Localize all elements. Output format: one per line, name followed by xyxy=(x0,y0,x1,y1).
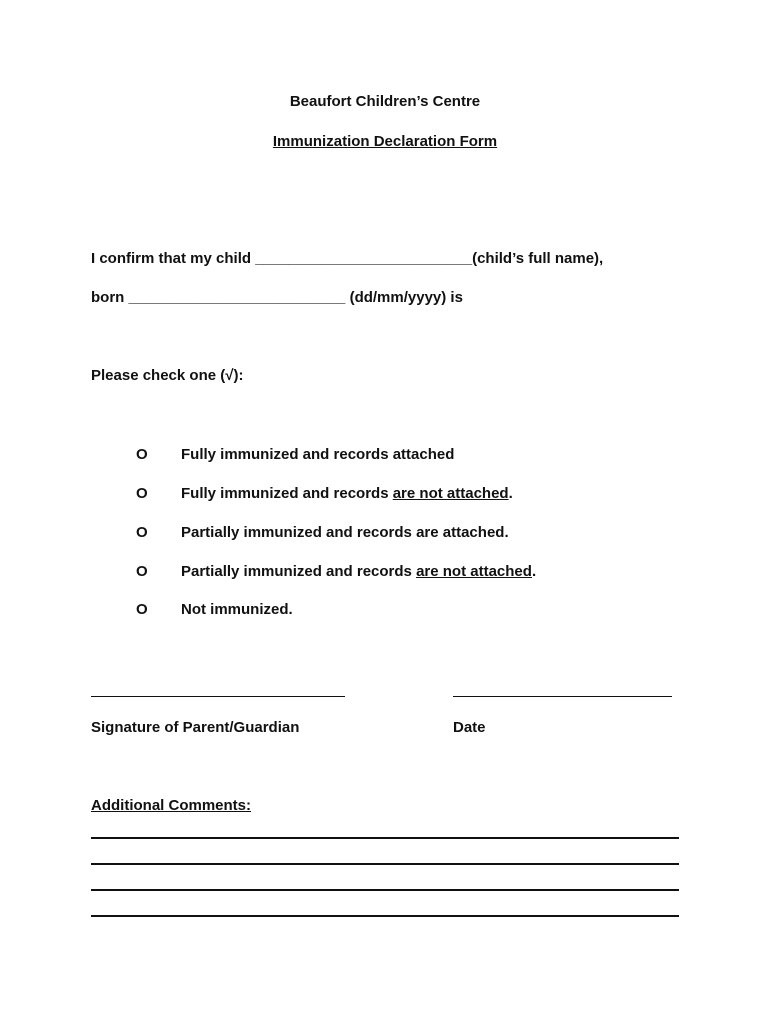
parent-signature-line[interactable] xyxy=(91,696,345,697)
declaration-line-child-name xyxy=(91,250,603,268)
parent-signature-label: Signature of Parent/Guardian xyxy=(91,719,300,736)
comment-line[interactable] xyxy=(91,915,679,917)
birthdate-blank[interactable]: __________________________ xyxy=(128,289,346,306)
comment-line[interactable] xyxy=(91,837,679,839)
option-checkbox[interactable]: O xyxy=(136,446,148,463)
option-label: Partially immunized and records are attached. xyxy=(181,524,509,541)
option-checkbox[interactable]: O xyxy=(136,524,148,541)
child-name-hint: (child’s full name), xyxy=(472,250,604,267)
option-label: Fully immunized and records are not attached. xyxy=(181,485,513,502)
date-signature-line[interactable] xyxy=(453,696,672,697)
birthdate-format-hint: (dd/mm/yyyy) is xyxy=(345,289,463,306)
option-checkbox[interactable]: O xyxy=(136,563,148,580)
option-label: Partially immunized and records are not attached. xyxy=(181,563,537,580)
comment-line[interactable] xyxy=(91,889,679,891)
check-instruction: Please check one (√): xyxy=(91,367,244,384)
organization-name: Beaufort Children’s Centre xyxy=(289,93,481,110)
additional-comments-label: Additional Comments: xyxy=(91,797,251,814)
child-name-blank[interactable]: __________________________ xyxy=(255,250,473,267)
declaration-prefix: I confirm that my child xyxy=(91,250,256,267)
form-title: Immunization Declaration Form xyxy=(272,133,498,150)
declaration-line-birthdate xyxy=(91,289,463,307)
date-label: Date xyxy=(453,719,486,736)
option-label: Not immunized. xyxy=(181,601,293,618)
option-checkbox[interactable]: O xyxy=(136,485,148,502)
option-label: Fully immunized and records attached xyxy=(181,446,455,463)
born-prefix: born xyxy=(91,289,129,306)
option-checkbox[interactable]: O xyxy=(136,601,148,618)
comment-line[interactable] xyxy=(91,863,679,865)
